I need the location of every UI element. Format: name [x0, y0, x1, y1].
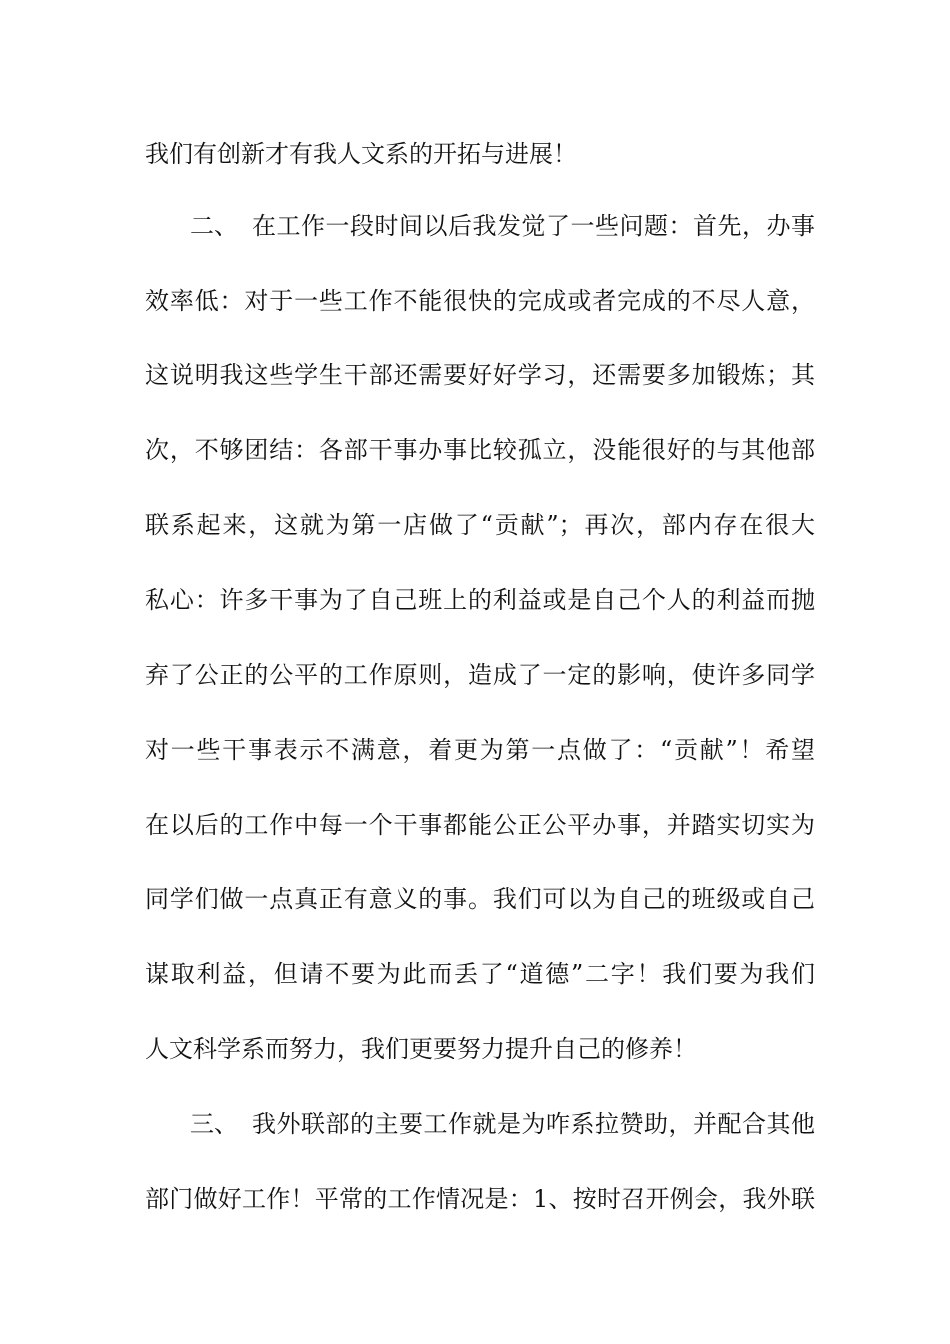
paragraph-line: 谋取利益，但请不要为此而丢了“道德”二字！我们要为我们 [145, 960, 815, 988]
paragraph-line: 次，不够团结：各部干事办事比较孤立，没能很好的与其他部 [145, 436, 815, 464]
paragraph-line: 效率低：对于一些工作不能很快的完成或者完成的不尽人意， [145, 287, 815, 315]
paragraph-line: 部门做好工作！平常的工作情况是：1、按时召开例会，我外联 [145, 1185, 815, 1213]
paragraph-line: 弃了公正的公平的工作原则，造成了一定的影响，使许多同学 [145, 661, 815, 689]
paragraph-line: 同学们做一点真正有意义的事。我们可以为自己的班级或自己 [145, 885, 815, 913]
paragraph-line: 我外联部的主要工作就是为咋系拉赞助，并配合其他 [252, 1110, 815, 1138]
paragraph-line: 在以后的工作中每一个干事都能公正公平办事，并踏实切实为 [145, 811, 815, 839]
paragraph-line: 私心：许多干事为了自己班上的利益或是自己个人的利益而抛 [145, 586, 815, 614]
section-number-3: 三、 [190, 1110, 238, 1138]
section-number-2: 二、 [190, 212, 238, 240]
paragraph-line: 联系起来，这就为第一店做了“贡献”；再次，部内存在很大 [145, 511, 815, 539]
paragraph-line: 对一些干事表示不满意，着更为第一点做了：“贡献”！希望 [145, 736, 815, 764]
paragraph-line: 这说明我这些学生干部还需要好好学习，还需要多加锻炼；其 [145, 361, 815, 389]
paragraph-line: 人文科学系而努力，我们更要努力提升自己的修养！ [145, 1035, 697, 1063]
paragraph-line: 在工作一段时间以后我发觉了一些问题：首先，办事 [252, 212, 815, 240]
paragraph-line: 我们有创新才有我人文系的开拓与进展！ [145, 140, 577, 168]
